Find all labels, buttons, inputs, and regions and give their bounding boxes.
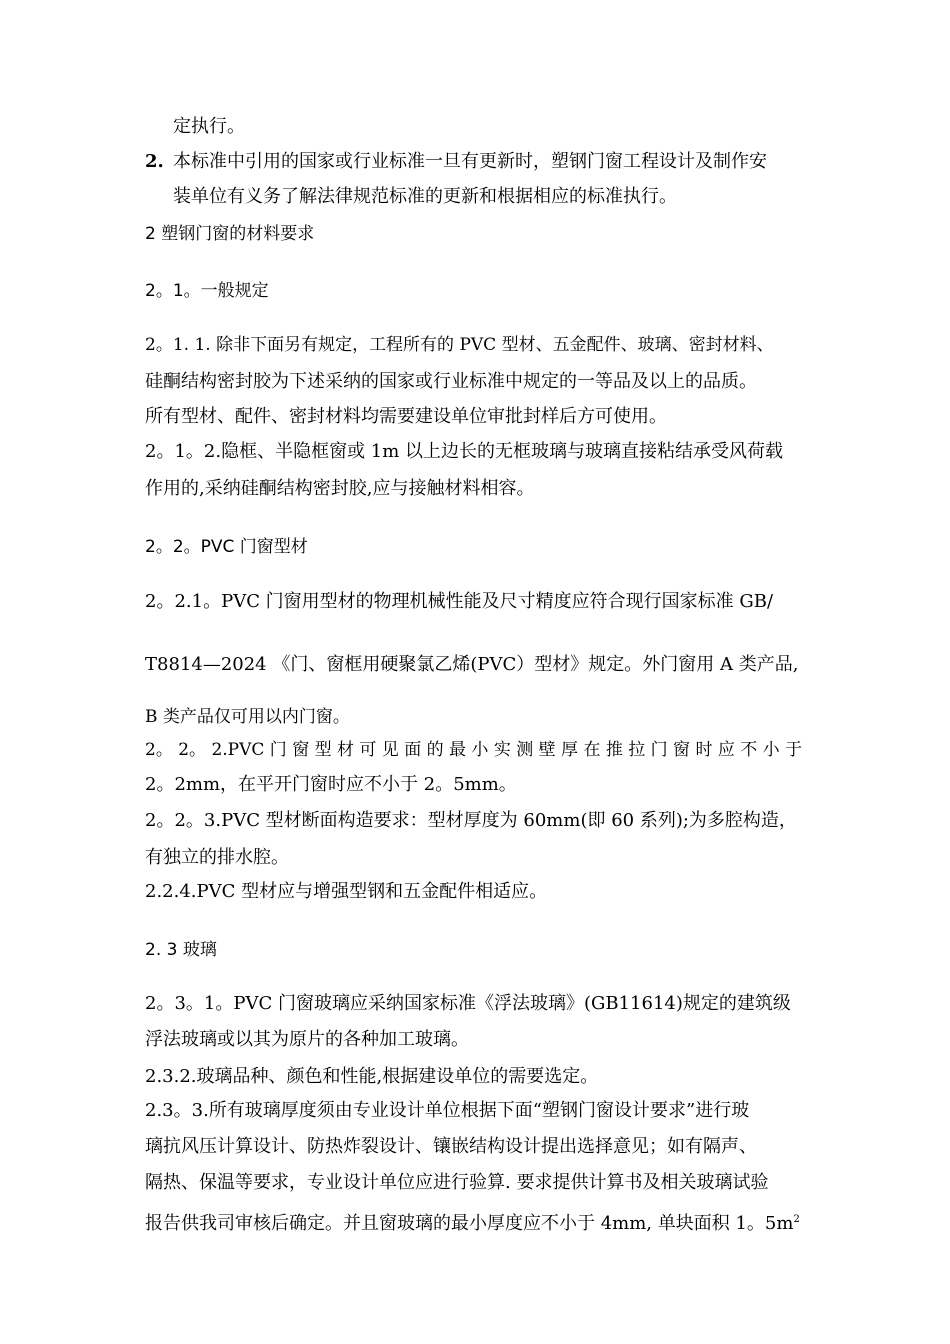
subsection-heading: 2。1。一般规定 (145, 281, 269, 301)
paragraph-line (145, 1209, 800, 1235)
paragraph-line: 2.2.4.PVC 型材应与增强型钢和五金配件相适应。 (145, 881, 548, 902)
paragraph-line: 璃抗风压计算设计、防热炸裂设计、镶嵌结构设计提出选择意见；如有隔声、 (145, 1136, 757, 1157)
paragraph-line: 2。1。2.隐框、半隐框窗或 1m 以上边长的无框玻璃与玻璃直接粘结承受风荷载 (145, 441, 784, 462)
paragraph-line: 2。3。1。PVC 门窗玻璃应采纳国家标准《浮法玻璃》(GB11614)规定的建筑级 (145, 993, 791, 1014)
subsection-heading: 2。2。PVC 门窗型材 (145, 537, 308, 557)
item-number: 2. (145, 151, 164, 172)
paragraph-line: 作用的,采纳硅酮结构密封胶,应与接触材料相容。 (145, 478, 535, 499)
superscript: 2 (793, 1214, 800, 1225)
paragraph-line: 2。1. 1. 除非下面另有规定，工程所有的 PVC 型材、五金配件、玻璃、密封材料、 (145, 335, 774, 355)
paragraph-line: 装单位有义务了解法律规范标准的更新和根据相应的标准执行。 (173, 186, 677, 207)
paragraph-line: 本标准中引用的国家或行业标准一旦有更新时，塑钢门窗工程设计及制作安 (173, 151, 767, 172)
section-heading: 2 塑钢门窗的材料要求 (145, 224, 315, 244)
paragraph-line: B 类产品仅可用以内门窗。 (145, 707, 350, 727)
paragraph-line: 2。2。3.PVC 型材断面构造要求：型材厚度为 60mm(即 60 系列);为多腔构造， (145, 810, 797, 831)
paragraph-line: 2.3.2.玻璃品种、颜色和性能,根据建设单位的需要选定。 (145, 1066, 599, 1087)
continuation-line: 定执行。 (173, 116, 245, 137)
paragraph-line: 浮法玻璃或以其为原片的各种加工玻璃。 (145, 1029, 469, 1050)
paragraph-line: 2。2.1。PVC 门窗用型材的物理机械性能及尺寸精度应符合现行国家标准 GB/ (145, 591, 774, 612)
paragraph-line: 2。2mm，在平开门窗时应不小于 2。5mm。 (145, 774, 517, 795)
subsection-heading: 2. 3 玻璃 (145, 940, 217, 960)
paragraph-line: 所有型材、配件、密封材料均需要建设单位审批封样后方可使用。 (145, 406, 667, 427)
paragraph-line: T8814—2024 《门、窗框用硬聚氯乙烯(PVC）型材》规定。外门窗用 A 类产品, (145, 654, 799, 675)
paragraph-line: 2。 2。 2.PVC 门 窗 型 材 可 见 面 的 最 小 实 测 壁 厚 在 推 拉 门 窗 时 应 不 小 于 (145, 740, 803, 760)
paragraph-line: 硅酮结构密封胶为下述采纳的国家或行业标准中规定的一等品及以上的品质。 (145, 371, 757, 392)
paragraph-line: 有独立的排水腔。 (145, 847, 289, 868)
paragraph-line: 2.3。3.所有玻璃厚度须由专业设计单位根据下面“塑钢门窗设计要求”进行玻 (145, 1100, 750, 1121)
paragraph-line: 隔热、保温等要求，专业设计单位应进行验算. 要求提供计算书及相关玻璃试验 (145, 1172, 769, 1193)
paragraph-text: 报告供我司审核后确定。并且窗玻璃的最小厚度应不小于 4mm, 单块面积 1。5m (145, 1213, 794, 1234)
